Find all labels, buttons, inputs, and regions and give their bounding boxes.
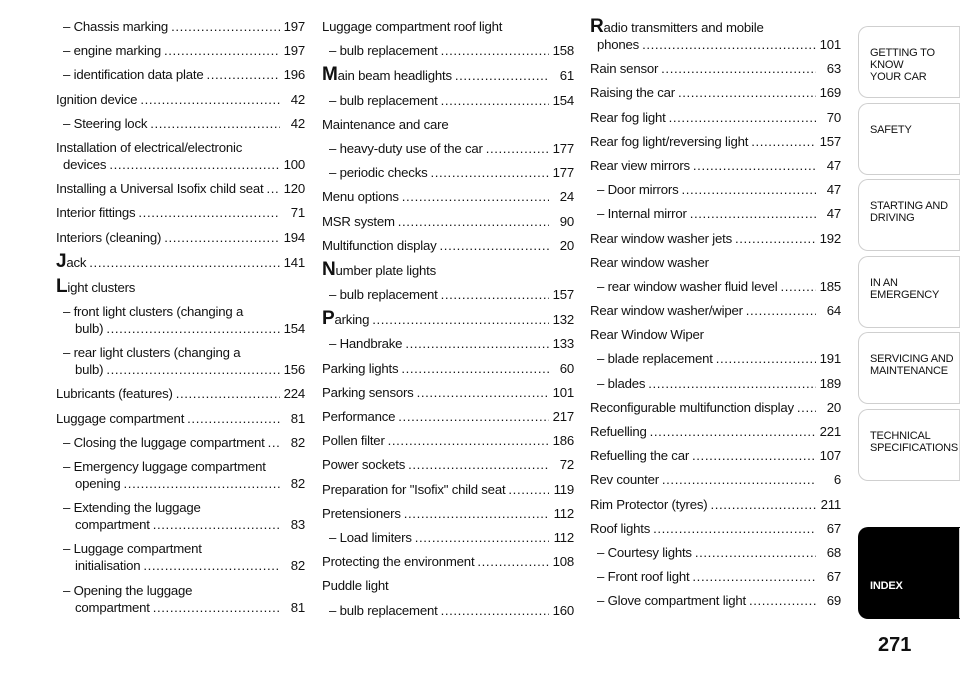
dot-leader <box>746 302 816 319</box>
dot-leader <box>404 505 549 522</box>
index-entry <box>56 434 305 451</box>
entry-label: – periodic checks <box>329 165 428 181</box>
entry-label: MSR system <box>322 213 395 229</box>
entry-label: – heavy-duty use of the car <box>329 140 483 156</box>
index-entry <box>590 592 841 609</box>
page-ref: 154 <box>283 321 305 337</box>
entry-label: – bulb replacement <box>329 43 438 59</box>
dot-leader <box>693 157 816 174</box>
index-entry <box>322 188 574 205</box>
entry-label: – Chassis marking <box>63 19 169 34</box>
entry-label: ight clusters <box>67 279 136 295</box>
tab-label-line1: IN AN EMERGENCY <box>870 276 940 301</box>
page-ref: 47 <box>826 182 841 198</box>
entry-label: – rear window washer fluid level <box>597 278 778 294</box>
page-ref: 211 <box>820 496 841 512</box>
page-ref: 82 <box>290 434 305 450</box>
entry-label: – bulb replacement <box>329 602 438 618</box>
dot-leader <box>176 385 280 402</box>
index-column-2 <box>322 18 574 626</box>
dot-leader <box>749 592 816 609</box>
entry-label: Rear window washer/wiper <box>590 303 743 319</box>
page-ref: 20 <box>826 399 841 415</box>
page-ref: 221 <box>819 424 841 439</box>
index-entry <box>56 139 305 173</box>
index-entry <box>56 540 305 574</box>
index-entry <box>590 278 841 295</box>
dot-leader <box>187 410 280 427</box>
index-entry <box>56 344 305 378</box>
letter-initial: J <box>56 250 67 272</box>
page-ref: 72 <box>559 457 574 473</box>
page-ref: 81 <box>290 599 305 615</box>
entry-label: compartment <box>75 599 150 615</box>
entry-label: adio transmitters and mobile <box>603 20 764 35</box>
entry-label: – blade replacement <box>597 351 713 367</box>
tab-label-line1: SAFETY <box>870 123 912 136</box>
entry-label: Installing a Universal Isofix child seat <box>56 181 264 197</box>
entry-label: – engine marking <box>63 43 161 59</box>
dot-leader <box>681 181 816 198</box>
page-ref: 82 <box>290 476 305 491</box>
dot-leader <box>441 602 549 619</box>
page-ref: 70 <box>826 109 841 125</box>
dot-leader <box>143 557 280 574</box>
entry-label: – Emergency luggage compartment <box>63 459 266 474</box>
index-entry <box>56 18 305 35</box>
page-ref: 112 <box>553 505 574 521</box>
index-entry <box>590 109 841 126</box>
letter-initial: N <box>322 258 336 280</box>
page-ref: 47 <box>826 157 841 173</box>
entry-label: Luggage compartment <box>56 410 185 426</box>
entry-label: Raising the car <box>590 85 675 101</box>
dot-leader <box>398 213 549 230</box>
page-ref: 156 <box>283 362 305 378</box>
entry-label: Puddle light <box>322 578 389 594</box>
dot-leader <box>372 311 549 328</box>
index-entry <box>590 18 841 53</box>
page-ref: 224 <box>283 386 305 402</box>
dot-leader <box>648 375 816 392</box>
page-ref: 83 <box>290 517 305 533</box>
entry-label: Pretensioners <box>322 505 401 521</box>
page-ref: 108 <box>552 554 574 570</box>
entry-label: Rim Protector (tyres) <box>590 496 708 512</box>
page-ref: 192 <box>819 230 841 246</box>
entry-label: – bulb replacement <box>329 92 438 108</box>
index-entry <box>590 205 841 222</box>
index-entry <box>590 471 841 488</box>
page-ref: 196 <box>283 67 305 83</box>
index-entry <box>56 385 305 402</box>
index-entry <box>590 326 841 343</box>
dot-leader <box>408 456 549 473</box>
index-entry <box>322 116 574 133</box>
page-ref: 20 <box>559 237 574 253</box>
dot-leader <box>441 286 549 303</box>
entry-label: Installation of electrical/electronic <box>56 139 243 155</box>
entry-label: – Luggage compartment <box>63 541 202 557</box>
page-ref: 177 <box>552 140 574 156</box>
dot-leader <box>710 496 816 513</box>
tab-label-line2: DRIVING <box>870 212 915 224</box>
entry-label: Protecting the environment <box>322 554 475 570</box>
entry-label: – bulb replacement <box>329 287 438 303</box>
index-entry <box>322 66 574 84</box>
page-ref: 82 <box>290 558 305 574</box>
sidebar-tab-starting-and[interactable] <box>858 179 960 251</box>
entry-label: Refuelling the car <box>590 448 690 464</box>
entry-label: Multifunction display <box>322 237 437 253</box>
dot-leader <box>642 36 816 53</box>
index-entry <box>590 230 841 247</box>
page-ref: 42 <box>290 91 305 107</box>
entry-label: Rear Window Wiper <box>590 327 704 343</box>
dot-leader <box>477 553 549 570</box>
page-ref: 160 <box>552 602 574 618</box>
page-ref: 177 <box>552 165 574 181</box>
index-entry <box>322 258 574 280</box>
index-entry <box>56 499 305 533</box>
entry-label: Roof lights <box>590 520 651 536</box>
dot-leader <box>398 408 549 425</box>
index-entry <box>322 335 574 352</box>
index-entry <box>322 602 574 619</box>
dot-leader <box>690 205 816 222</box>
index-column-1 <box>56 18 305 623</box>
page-ref: 132 <box>552 312 574 328</box>
dot-leader <box>653 520 816 537</box>
dot-leader <box>124 475 280 492</box>
dot-leader <box>678 84 816 101</box>
index-entry <box>322 384 574 401</box>
dot-leader <box>405 335 549 352</box>
page-ref: 194 <box>283 229 305 245</box>
page-ref: 101 <box>819 37 841 52</box>
entry-label: opening <box>75 476 121 491</box>
index-entry <box>590 447 841 464</box>
index-entry <box>322 529 574 546</box>
page-ref: 63 <box>826 61 841 77</box>
tab-label-line1: TECHNICAL <box>870 429 931 442</box>
index-entry <box>322 408 574 425</box>
index-entry <box>590 520 841 537</box>
index-entry <box>322 505 574 522</box>
index-entry <box>56 115 305 132</box>
page-ref: 197 <box>283 19 305 34</box>
entry-label: – Extending the luggage <box>63 500 201 516</box>
index-entry <box>56 180 305 197</box>
tab-label-line1: STARTING AND <box>870 200 948 212</box>
page-ref: 100 <box>283 156 305 172</box>
index-entry <box>590 133 841 150</box>
index-entry <box>322 237 574 254</box>
letter-initial: L <box>56 275 68 297</box>
entry-label: Refuelling <box>590 424 647 439</box>
entry-label: Interiors (cleaning) <box>56 229 162 245</box>
dot-leader <box>441 42 549 59</box>
entry-label: – Door mirrors <box>597 182 679 198</box>
entry-label: – blades <box>597 375 646 391</box>
tab-label-line2: MAINTENANCE <box>870 365 948 377</box>
page-ref: 64 <box>826 303 841 319</box>
dot-leader <box>153 516 280 533</box>
entry-label: phones <box>597 37 640 52</box>
page-ref: 120 <box>283 181 305 197</box>
entry-label: compartment <box>75 517 150 533</box>
page-ref: 133 <box>552 336 574 352</box>
page-ref: 68 <box>826 544 841 560</box>
dot-leader <box>692 568 816 585</box>
index-entry <box>322 432 574 449</box>
dot-leader <box>150 115 280 132</box>
dot-leader <box>716 350 816 367</box>
entry-label: – Internal mirror <box>597 206 687 222</box>
dot-leader <box>440 237 549 254</box>
entry-label: – Opening the luggage <box>63 582 193 598</box>
sidebar-tab-safety[interactable] <box>858 103 960 175</box>
page-ref: 69 <box>826 593 841 609</box>
entry-label: Parking sensors <box>322 384 414 400</box>
letter-initial: M <box>322 64 338 86</box>
sidebar-tab-technical[interactable] <box>858 409 960 481</box>
entry-label: Lubricants (features) <box>56 386 173 402</box>
index-entry <box>56 275 305 297</box>
dot-leader <box>138 204 280 221</box>
entry-label: Rear fog light <box>590 109 666 125</box>
entry-label: bulb) <box>75 362 104 378</box>
page-ref: 197 <box>283 43 305 59</box>
entry-label: – Steering lock <box>63 115 148 131</box>
dot-leader <box>455 67 549 84</box>
page-ref: 157 <box>819 133 841 149</box>
entry-label: Rain sensor <box>590 61 659 77</box>
index-entry <box>590 60 841 77</box>
page-ref: 158 <box>552 43 574 59</box>
entry-label: Rear window washer jets <box>590 230 732 246</box>
page-ref: 47 <box>826 206 841 222</box>
entry-label: devices <box>63 156 107 172</box>
entry-label: Rear window washer <box>590 254 709 270</box>
index-entry <box>590 157 841 174</box>
entry-label: Rear view mirrors <box>590 157 690 173</box>
entry-label: – front light clusters (changing a <box>63 304 244 320</box>
page-ref: 61 <box>559 68 574 84</box>
dot-leader <box>164 42 280 59</box>
dot-leader <box>402 188 549 205</box>
dot-leader <box>797 399 816 416</box>
tab-label-line1: GETTING TO KNOW <box>870 47 935 71</box>
dot-leader <box>751 133 816 150</box>
page-ref: 157 <box>552 287 574 303</box>
index-entry <box>590 84 841 101</box>
entry-label: Rev counter <box>590 472 659 488</box>
page-ref: 81 <box>290 410 305 426</box>
dot-leader <box>695 544 816 561</box>
entry-label: Luggage compartment roof light <box>322 19 503 34</box>
chapter-sidebar <box>858 0 960 686</box>
index-entry <box>322 92 574 109</box>
dot-leader <box>417 384 549 401</box>
letter-initial: R <box>590 16 604 37</box>
page-ref: 67 <box>826 569 841 585</box>
index-entry <box>56 91 305 108</box>
entry-label: initialisation <box>75 558 141 574</box>
entry-label: – rear light clusters (changing a <box>63 345 241 361</box>
entry-label: Preparation for "Isofix" child seat <box>322 481 506 497</box>
dot-leader <box>781 278 816 295</box>
entry-label: Power sockets <box>322 457 406 473</box>
index-entry <box>322 310 574 328</box>
index-entry <box>590 181 841 198</box>
index-entry <box>590 254 841 271</box>
page-ref: 169 <box>819 85 841 101</box>
index-entry <box>322 164 574 181</box>
entry-label: – Front roof light <box>597 569 690 585</box>
entry-label: bulb) <box>75 321 104 337</box>
index-entry <box>590 544 841 561</box>
entry-label: – Closing the luggage compartment <box>63 434 265 450</box>
index-entry <box>590 399 841 416</box>
page-ref: 119 <box>553 481 574 497</box>
dot-leader <box>106 361 280 378</box>
entry-label: Reconfigurable multifunction display <box>590 399 794 415</box>
dot-leader <box>109 156 280 173</box>
page-ref: 90 <box>559 213 574 229</box>
entry-label: – identification data plate <box>63 67 204 83</box>
entry-label: Parking lights <box>322 360 399 376</box>
entry-label: Pollen filter <box>322 433 385 449</box>
dot-leader <box>415 529 549 546</box>
tab-label-line1: INDEX <box>870 580 903 592</box>
index-entry <box>590 568 841 585</box>
dot-leader <box>508 481 549 498</box>
dot-leader <box>669 109 816 126</box>
dot-leader <box>662 471 816 488</box>
tab-label-line1: SERVICING AND <box>870 353 954 365</box>
page-ref: 112 <box>553 529 574 545</box>
dot-leader <box>401 360 549 377</box>
entry-label: – Handbrake <box>329 336 403 352</box>
index-entry <box>322 140 574 157</box>
entry-label: – Courtesy lights <box>597 544 692 560</box>
index-entry <box>590 350 841 367</box>
page-ref: 107 <box>819 448 841 464</box>
page-ref: 6 <box>833 472 841 488</box>
entry-label: ack <box>66 254 87 270</box>
index-entry <box>322 577 574 594</box>
index-entry <box>56 250 305 272</box>
page-ref: 60 <box>559 360 574 376</box>
dot-leader <box>388 432 549 449</box>
entry-label: Rear fog light/reversing light <box>590 133 749 149</box>
dot-leader <box>89 254 280 271</box>
dot-leader <box>661 60 816 77</box>
tab-label-line2: SPECIFICATIONS <box>870 441 959 454</box>
letter-initial: P <box>322 308 335 330</box>
entry-label: – Load limiters <box>329 529 412 545</box>
index-entry <box>590 496 841 513</box>
page-ref: 191 <box>819 351 841 367</box>
dot-leader <box>692 447 816 464</box>
index-entry <box>322 456 574 473</box>
page-ref: 189 <box>819 375 841 391</box>
page-ref: 154 <box>552 92 574 108</box>
index-entry <box>56 303 305 337</box>
dot-leader <box>164 229 280 246</box>
dot-leader <box>486 140 549 157</box>
entry-label: – Glove compartment light <box>597 593 746 609</box>
page-ref: 24 <box>559 189 574 205</box>
index-entry <box>590 423 841 440</box>
index-entry <box>56 66 305 83</box>
sidebar-tab-servicing-and[interactable] <box>858 332 960 404</box>
page-ref: 67 <box>826 520 841 536</box>
entry-label: Interior fittings <box>56 205 136 221</box>
entry-label: umber plate lights <box>335 262 437 278</box>
index-entry <box>322 42 574 59</box>
page-ref: 185 <box>819 278 841 294</box>
index-entry <box>322 213 574 230</box>
page-ref: 217 <box>552 409 574 424</box>
index-entry <box>56 410 305 427</box>
dot-leader <box>140 91 280 108</box>
index-entry <box>56 204 305 221</box>
entry-label: Menu options <box>322 189 399 205</box>
page-ref: 186 <box>552 433 574 449</box>
dot-leader <box>106 320 280 337</box>
page-number: 271 <box>878 634 912 656</box>
dot-leader <box>153 599 280 616</box>
dot-leader <box>267 180 281 197</box>
index-entry <box>322 360 574 377</box>
index-entry <box>56 458 305 492</box>
index-column-3 <box>590 18 841 617</box>
index-entry <box>56 229 305 246</box>
sidebar-tab-getting-to-know[interactable] <box>858 26 960 98</box>
entry-label: Ignition device <box>56 91 138 107</box>
index-entry <box>322 553 574 570</box>
index-entry <box>322 481 574 498</box>
dot-leader <box>171 18 280 35</box>
entry-label: Performance <box>322 409 396 424</box>
dot-leader <box>735 230 816 247</box>
dot-leader <box>650 423 816 440</box>
index-entry <box>590 375 841 392</box>
tab-label-line2: YOUR CAR <box>870 71 927 83</box>
dot-leader <box>268 434 280 451</box>
index-entry <box>56 42 305 59</box>
page-ref: 71 <box>290 205 305 221</box>
dot-leader <box>431 164 550 181</box>
sidebar-tab-in-an-emergency[interactable] <box>858 256 960 328</box>
dot-leader <box>441 92 549 109</box>
page-ref: 141 <box>283 254 305 270</box>
index-entry <box>56 582 305 616</box>
page-ref: 101 <box>552 384 574 400</box>
sidebar-tab-index[interactable] <box>858 527 960 619</box>
index-entry <box>322 18 574 35</box>
index-entry <box>322 286 574 303</box>
entry-label: ain beam headlights <box>337 68 452 84</box>
index-entry <box>590 302 841 319</box>
entry-label: arking <box>334 312 370 328</box>
dot-leader <box>207 66 281 83</box>
entry-label: Maintenance and care <box>322 116 449 132</box>
page-ref: 42 <box>290 115 305 131</box>
